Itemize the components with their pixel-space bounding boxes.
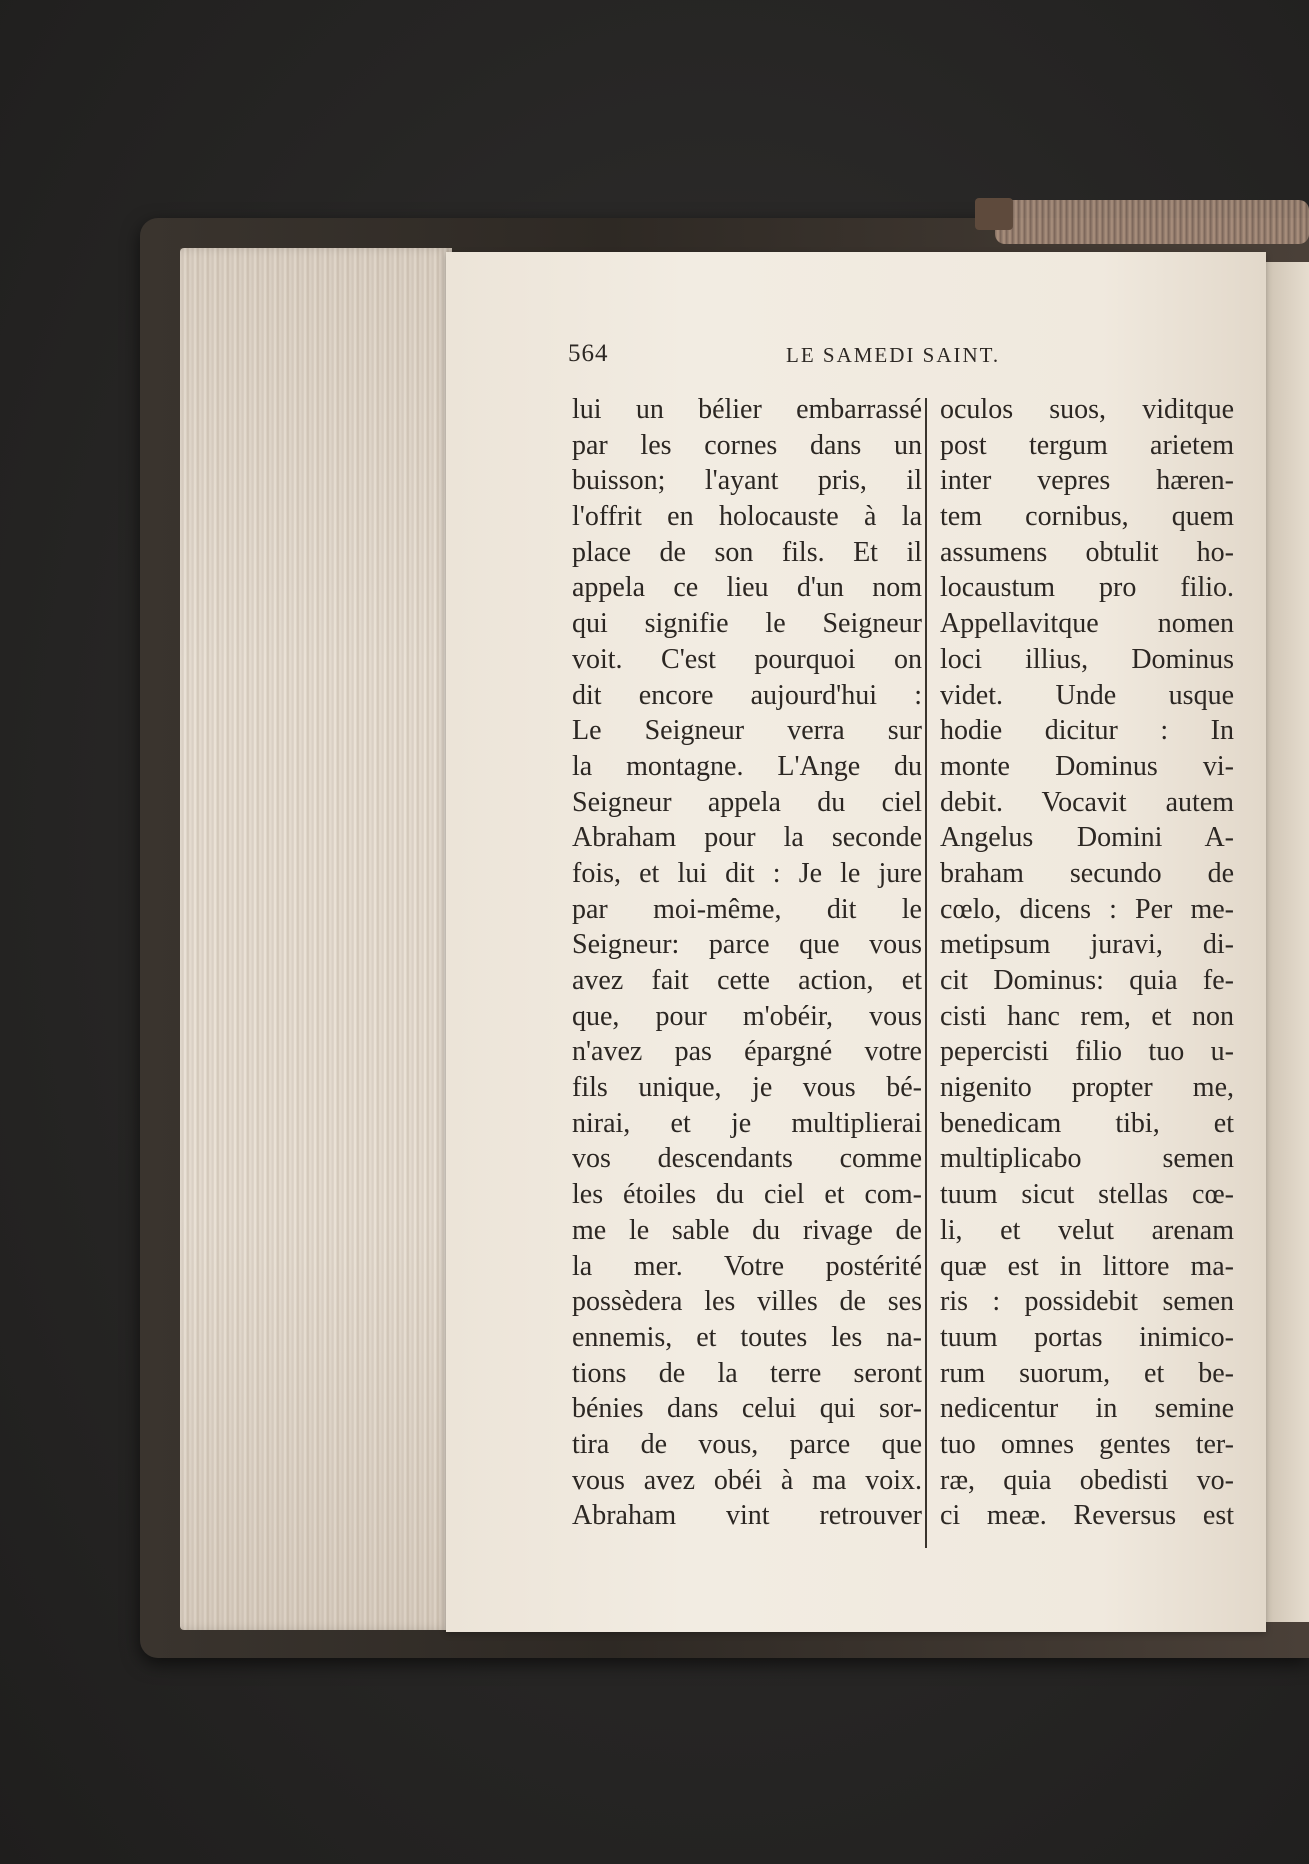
- text-line: cit Dominus: quia fe-: [940, 965, 1234, 996]
- book-clasp: [975, 198, 1013, 230]
- text-line: inter vepres hæren-: [940, 465, 1234, 497]
- text-line: tuum sicut stellas cœ-: [940, 1179, 1234, 1211]
- text-line: vos descendants comme: [572, 1143, 922, 1175]
- text-line: videt. Unde usque: [940, 679, 1234, 711]
- text-line: nedicentur in semine: [940, 1393, 1234, 1425]
- text-line: multiplicabo semen: [940, 1143, 1234, 1175]
- text-line: braham secundo de: [940, 857, 1234, 889]
- text-line: tuum portas inimico-: [940, 1321, 1234, 1353]
- text-line: vous avez obéi à ma voix.: [572, 1464, 922, 1496]
- text-line: locaustum pro filio.: [940, 572, 1234, 604]
- text-line: Le Seigneur verra sur: [572, 715, 922, 747]
- text-line: par moi-même, dit le: [572, 893, 922, 925]
- text-line: rum suorum, et be-: [940, 1357, 1234, 1389]
- text-line: ræ, quia obedisti vo-: [940, 1464, 1234, 1496]
- text-line: tem cornibus, quem: [940, 501, 1234, 533]
- text-line: metipsum juravi, di-: [940, 929, 1234, 961]
- text-line: nirai, et je multiplierai: [572, 1107, 922, 1139]
- text-line: possèdera les villes de ses: [572, 1286, 922, 1318]
- text-line: lui un bélier embarrassé: [572, 394, 922, 425]
- text-line: voit. C'est pourquoi on: [572, 643, 922, 675]
- text-line: quæ est in littore ma-: [940, 1250, 1234, 1282]
- text-line: dit encore aujourd'hui :: [572, 679, 922, 711]
- text-line: debit. Vocavit autem: [940, 786, 1234, 818]
- text-line: hodie dicitur : In: [940, 715, 1234, 747]
- text-line: benedicam tibi, et: [940, 1107, 1234, 1139]
- text-line: tira de vous, parce que: [572, 1428, 922, 1460]
- text-line: fils unique, je vous bé-: [572, 1072, 922, 1104]
- text-line: pepercisti filio tuo u-: [940, 1036, 1234, 1068]
- bookmark-ribbon: [995, 200, 1309, 244]
- text-line: Abraham pour la seconde: [572, 822, 922, 854]
- text-line: post tergum arietem: [940, 429, 1234, 461]
- text-line: tuo omnes gentes ter-: [940, 1428, 1234, 1460]
- text-line: que, pour m'obéir, vous: [572, 1000, 922, 1032]
- text-line: la mer. Votre postérité: [572, 1250, 922, 1282]
- text-line: place de son fils. Et il: [572, 536, 922, 568]
- text-line: les étoiles du ciel et com-: [572, 1179, 922, 1211]
- text-line: me le sable du rivage de: [572, 1214, 922, 1246]
- text-line: bénies dans celui qui sor-: [572, 1393, 922, 1425]
- page-edges: [180, 248, 452, 1630]
- text-line: buisson; l'ayant pris, il: [572, 465, 922, 497]
- text-line: li, et velut arenam: [940, 1214, 1234, 1246]
- text-line: Seigneur appela du ciel: [572, 786, 922, 818]
- text-line: fois, et lui dit : Je le jure: [572, 857, 922, 889]
- text-line: Appellavitque nomen: [940, 608, 1234, 640]
- text-line: la montagne. L'Ange du: [572, 750, 922, 782]
- text-line: l'offrit en holocauste à la: [572, 501, 922, 533]
- page-number: 564: [568, 340, 609, 367]
- running-header: [568, 340, 1028, 372]
- french-text-column: [572, 392, 922, 1534]
- facing-page-edge: [1266, 262, 1309, 1622]
- text-line: loci illius, Dominus: [940, 643, 1234, 675]
- text-line: Seigneur: parce que vous: [572, 929, 922, 961]
- text-line: par les cornes dans un: [572, 429, 922, 461]
- text-line: ris : possidebit semen: [940, 1286, 1234, 1318]
- page-title: LE SAMEDI SAINT.: [786, 343, 1001, 367]
- text-line: tions de la terre seront: [572, 1357, 922, 1389]
- text-line: Angelus Domini A-: [940, 822, 1234, 854]
- latin-text-column: [940, 392, 1234, 1534]
- text-line: oculos suos, viditque: [940, 394, 1234, 425]
- text-line: assumens obtulit ho-: [940, 536, 1234, 568]
- text-line: nigenito propter me,: [940, 1072, 1234, 1104]
- text-line: monte Dominus vi-: [940, 750, 1234, 782]
- column-divider: [925, 398, 927, 1548]
- text-line: ci meæ. Reversus est: [940, 1500, 1234, 1532]
- text-line: ennemis, et toutes les na-: [572, 1321, 922, 1353]
- text-line: Abraham vint retrouver: [572, 1500, 922, 1532]
- text-line: avez fait cette action, et: [572, 965, 922, 996]
- text-line: cisti hanc rem, et non: [940, 1000, 1234, 1032]
- text-line: n'avez pas épargné votre: [572, 1036, 922, 1068]
- text-line: cœlo, dicens : Per me-: [940, 893, 1234, 925]
- text-line: appela ce lieu d'un nom: [572, 572, 922, 604]
- text-line: qui signifie le Seigneur: [572, 608, 922, 640]
